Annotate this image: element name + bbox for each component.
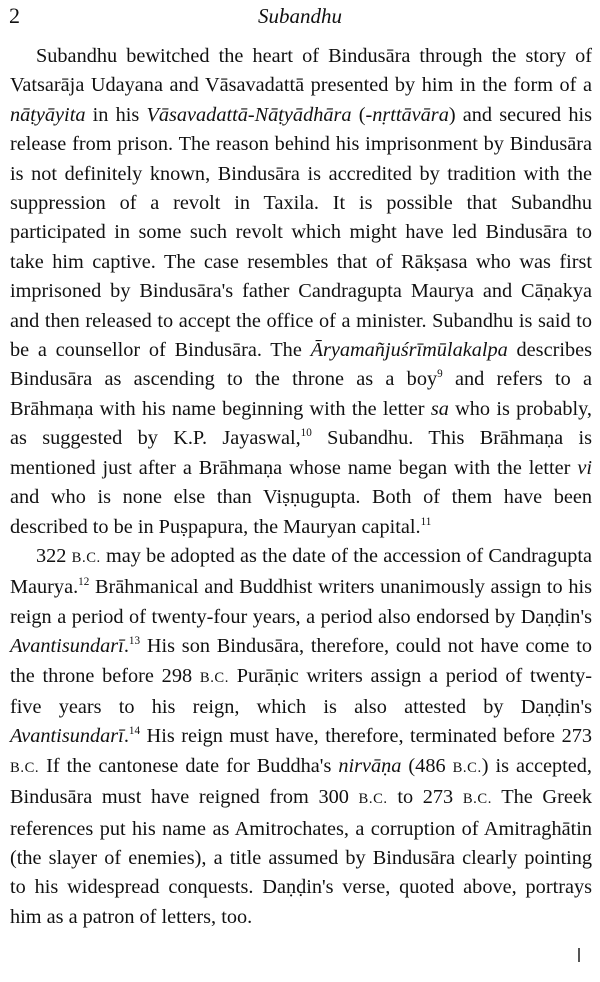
italic-term: sa bbox=[430, 397, 449, 420]
era-abbrev: B.C. bbox=[71, 549, 101, 566]
page-edge-mark bbox=[578, 948, 580, 962]
era-abbrev: B.C. bbox=[462, 791, 492, 808]
paragraph-2 bbox=[10, 542, 592, 932]
italic-term: vi bbox=[577, 456, 592, 479]
text-run: His reign must have, therefore, terminated before 273 bbox=[140, 725, 592, 748]
footnote-ref[interactable]: 13 bbox=[128, 635, 141, 648]
text-run: The Greek references put his name as Amitrochates, a corruption of Amitraghātin (the slayer of enemies), a title assumed by Bindusāra clearly pointing to his widespread conquests. Daṇḍin's verse, quoted above, portrays him as a patron of letters, too. bbox=[10, 786, 592, 928]
text-run: in his bbox=[85, 103, 147, 126]
footnote-ref[interactable]: 9 bbox=[437, 368, 443, 381]
text-run: Subandhu. This Brāhmaṇa is mentioned just after a Brāhmaṇa whose name began with the letter bbox=[10, 427, 592, 479]
italic-term: nāṭyāyita bbox=[10, 103, 86, 126]
text-run: ( bbox=[351, 103, 366, 126]
era-abbrev: B.C. bbox=[10, 759, 40, 776]
body-text bbox=[10, 42, 592, 932]
italic-term: nirvāṇa bbox=[338, 754, 402, 777]
page-header bbox=[9, 2, 591, 32]
text-run: may be adopted as the date of the accession of Candragupta Maurya. bbox=[10, 544, 592, 599]
text-run: ) and secured his release from prison. The reason behind his imprisonment by Bindusāra is not definitely known, Bindusāra is accredited by tradition with the suppression of a revolt in Taxila. It is possible that Subandhu participated in some such revolt which might have led Bindusāra to take him captive. The case resembles that of Rākṣasa who was first imprisoned by Bindusāra's father Candragupta Maurya and Cāṇakya and then released to accept the office of a minister. Subandhu is said to be a counsellor of Bindusāra. The bbox=[10, 103, 593, 362]
text-run: Brāhmanical and Buddhist writers unanimously assign to his reign a period of twenty-four years, a period also endorsed by Daṇḍin's bbox=[10, 576, 592, 628]
text-run: . bbox=[123, 725, 129, 748]
italic-title: Avantisundarī bbox=[10, 725, 124, 748]
text-run: 322 bbox=[36, 544, 72, 567]
footnote-ref[interactable]: 14 bbox=[128, 725, 141, 738]
text-run: If the cantonese date for Buddha's bbox=[39, 754, 339, 777]
footnote-ref[interactable]: 11 bbox=[420, 515, 432, 528]
text-run: and refers to a Brāhmaṇa with his name beginning with the letter bbox=[10, 368, 592, 420]
text-run: Purāṇic writers assign a period of twenty-five years to his reign, which is also attested by Daṇḍin's bbox=[10, 664, 592, 718]
text-run: who is probably, as suggested by K.P. Jayaswal, bbox=[10, 397, 592, 450]
era-abbrev: B.C. bbox=[452, 759, 482, 776]
text-run: His son Bindusāra, therefore, could not have come to the throne before 298 bbox=[10, 635, 592, 687]
italic-title: -nṛttāvāra bbox=[365, 103, 449, 126]
text-run: Subandhu bewitched the heart of Bindusāra through the story of Vatsarāja Udayana and Vāsavadattā presented by him in the form of a bbox=[10, 45, 592, 97]
text-run: ) is accepted, Bindusāra must have reigned from 300 bbox=[10, 754, 592, 809]
text-run: and who is none else than Viṣṇugupta. Both of them have been described to be in Puṣpapura, the Mauryan capital. bbox=[10, 486, 592, 538]
italic-title: Vāsavadattā-Nāṭyādhāra bbox=[146, 103, 352, 126]
footnote-ref[interactable]: 10 bbox=[300, 427, 312, 440]
paragraph-1 bbox=[10, 42, 592, 542]
text-run: to 273 bbox=[387, 786, 463, 809]
page-number: 2 bbox=[9, 3, 20, 28]
footnote-ref[interactable]: 12 bbox=[78, 576, 90, 589]
italic-title: Avantisundarī bbox=[10, 635, 124, 658]
era-abbrev: B.C. bbox=[199, 669, 229, 686]
text-run: describes Bindusāra as ascending to the throne as a boy bbox=[10, 339, 592, 391]
era-abbrev: B.C. bbox=[358, 791, 388, 808]
italic-title: Āryamañjuśrīmūlakalpa bbox=[310, 339, 508, 362]
text-run: . bbox=[123, 635, 129, 658]
text-run: (486 bbox=[401, 754, 453, 777]
running-head: Subandhu bbox=[258, 4, 342, 28]
